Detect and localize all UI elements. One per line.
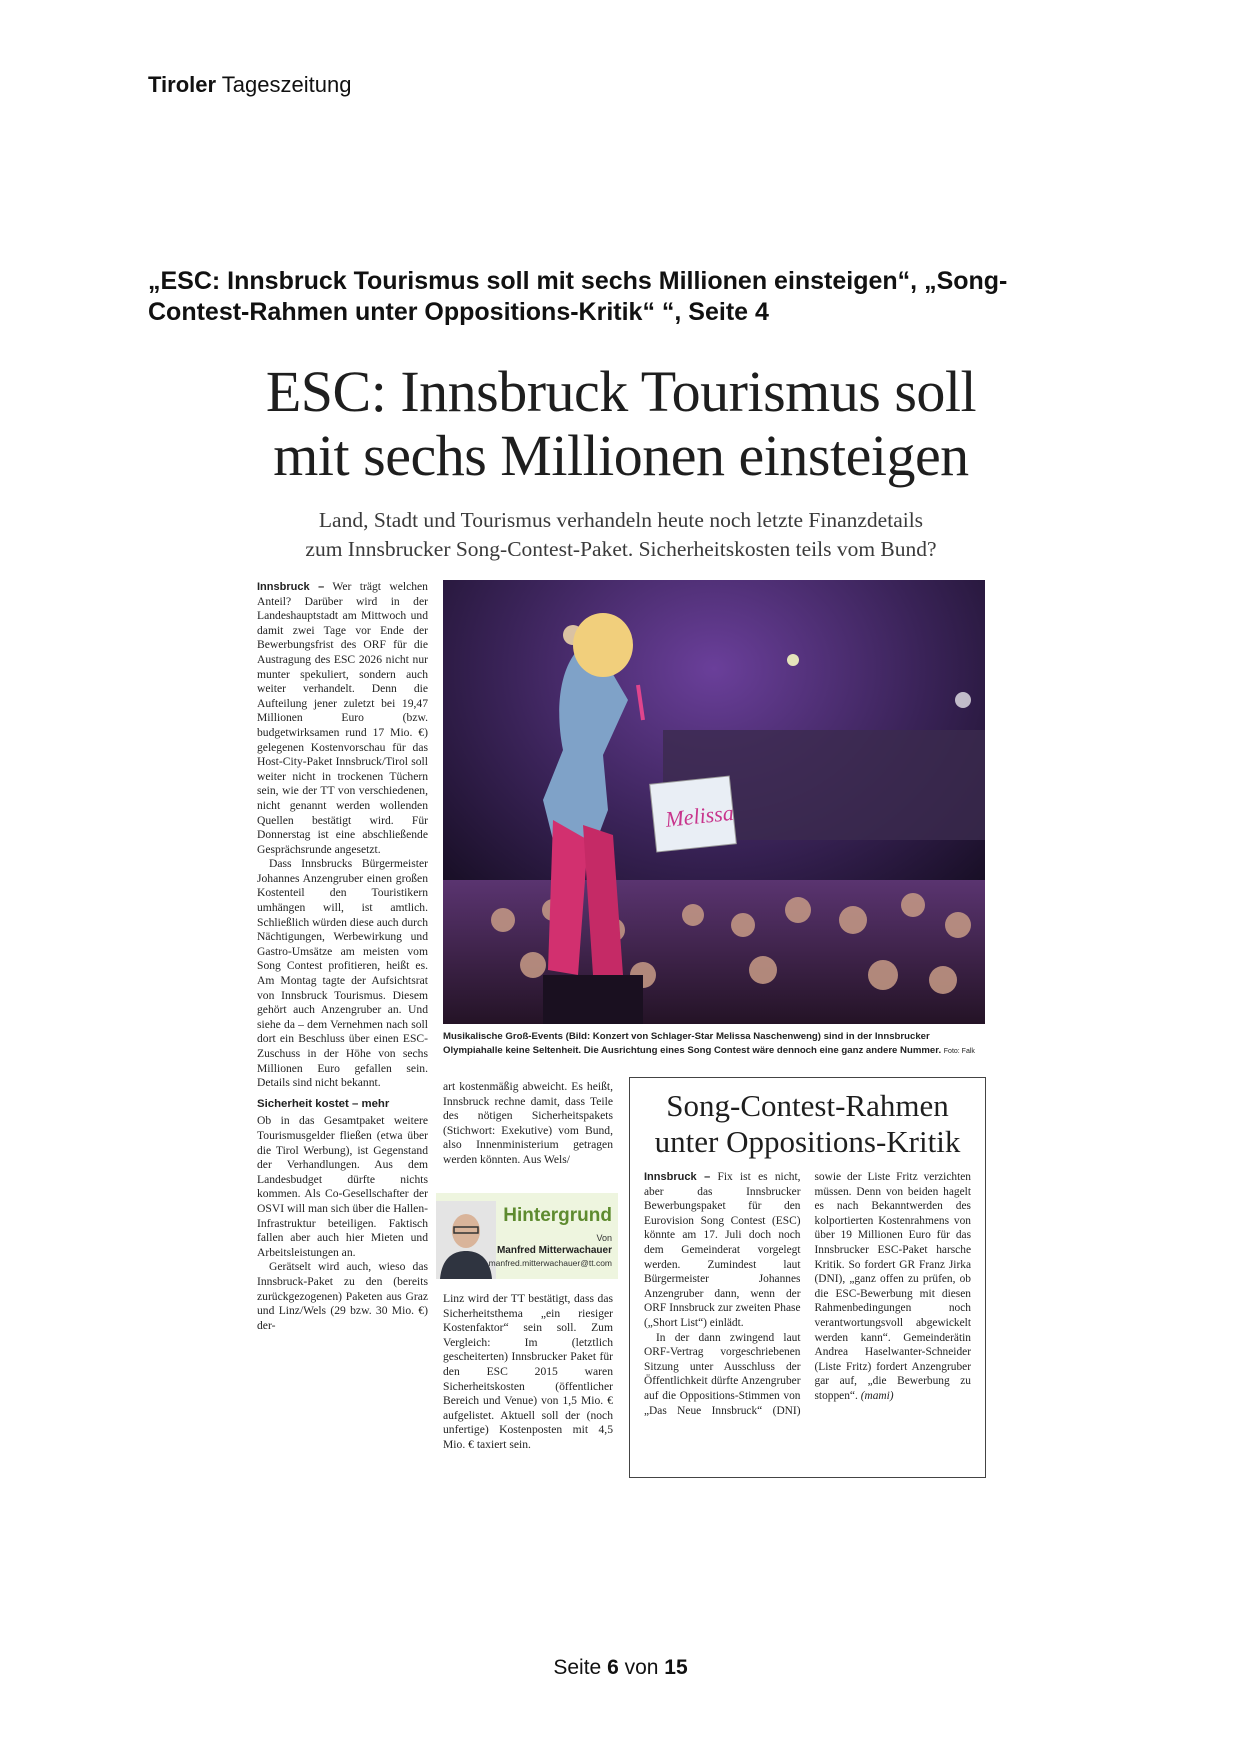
article-subheading: Sicherheit kostet – mehr xyxy=(257,1097,390,1110)
article-p4: Gerätselt wird auch, wieso das Innsbruck-Paket zu den (bereits zurückgezogenen) Paketen aus Graz und Linz/Wels (29 bzw. 30 Mio. €) der- xyxy=(257,1260,428,1332)
article-p1: Wer trägt welchen Anteil? Darüber wird in der Landeshauptstadt am Mittwoch und damit zwei Tage vor Ende der Bewerbungsfrist des ORF für die Austragung des ESC 2026 nicht nur munter spekuliert, sondern auch weiter verhandelt. Denn die Aufteilung jener zuletzt bei 19,47 Millionen Euro (bzw. budgetwirksamen rund 17 Mio. €) gelegenen Kostenvorschau für das Host-City-Paket Innsbruck/Tirol soll weiter nicht in trockenen Tüchern sein, wie der TT von verschiedenen, nicht genannt werden wollenden Quellen bestätigt wird. Für Donnerstag ist eine abschließende Gesprächsrunde angesetzt. xyxy=(257,580,428,856)
newspaper-clipping xyxy=(250,360,992,1488)
sidebar-headline-line-1: Song-Contest-Rahmen xyxy=(666,1088,949,1123)
page-footer xyxy=(0,1656,1241,1680)
article-column-2-top xyxy=(443,1080,613,1168)
article-paragraph xyxy=(257,580,428,857)
article-dateline: Innsbruck – xyxy=(257,581,325,593)
subhead-line-1: Land, Stadt und Tourismus verhandeln heute noch letzte Finanzdetails xyxy=(318,508,924,532)
author-portrait-icon xyxy=(436,1201,496,1279)
concert-photo-image xyxy=(443,580,985,1024)
author-name: Manfred Mitterwachauer xyxy=(496,1245,612,1256)
article-p4-continued: art kostenmäßig abweicht. Es heißt, Innsbruck rechne damit, dass Teile des nötigen Sicherheitspakets (Stichwort: Exekutive) vom Bund, also Innenministerium getragen werden könnten. Aus Wels/ xyxy=(443,1080,613,1166)
photo-caption xyxy=(443,1030,985,1058)
sidebar-p2: In der dann zwingend laut ORF-Vertrag vorgeschriebenen Sitzung unter Ausschluss der Öffentlichkeit dürfte Anzengruber auf die Oppositions-Stimmen von „Das Neue Innsbruck“ (DNI) sowie der Liste Fritz verzichten müssen. Denn von beiden hagelt es nach Bekanntwerden des kolportierten Kostenrahmens von über 19 Millionen Euro für das Innsbrucker ESC-Paket harsche Kritik. So fordert GR Franz Jirka (DNI), „ganz offen zu prüfen, ob die ESC-Bewerbung mit diesen Rahmenbedingungen noch verantwortungsvoll abgewickelt werden kann“. Gemeinderätin Andrea Haselwanter-Schneider (Liste Fritz) fordert Anzengruber gar auf, „die Bewerbung zu stoppen“. xyxy=(644,1171,971,1417)
article-column-1 xyxy=(257,580,428,1333)
document-title: „ESC: Innsbruck Tourismus soll mit sechs Millionen einsteigen“, „Song-Contest-Rahmen unter Oppositions-Kritik“ “, Seite 4 xyxy=(148,267,1008,326)
sidebar-headline xyxy=(630,1088,985,1160)
article-headline xyxy=(250,360,992,488)
sidebar-box xyxy=(629,1077,986,1478)
photo-credit: Foto: Falk xyxy=(943,1047,975,1055)
hintergrund-von: Von xyxy=(596,1233,612,1243)
subhead-line-2: zum Innsbrucker Song-Contest-Paket. Sicherheitskosten teils vom Bund? xyxy=(305,537,937,561)
footer-middle: von xyxy=(624,1656,659,1679)
source-brand-rest: Tageszeitung xyxy=(221,72,352,97)
source-brand xyxy=(148,72,351,98)
author-email: manfred.mitterwachauer@tt.com xyxy=(488,1258,612,1268)
author-photo xyxy=(436,1201,496,1279)
sidebar-headline-line-2: unter Oppositions-Kritik xyxy=(654,1124,961,1159)
headline-line-2: mit sechs Millionen einsteigen xyxy=(273,423,969,488)
source-brand-bold: Tiroler xyxy=(148,72,217,97)
article-p2: Dass Innsbrucks Bürgermeister Johannes Anzengruber einen großen Kostenteil den Touristikern umhängen will, ist amtlich. Schließlich würden diese auch durch Nächtigungen, Werbewirkung und Gastro-Umsätze am meisten vom Song Contest profitieren, heißt es. Am Montag tagte der Aufsichtsrat von Innsbruck Tourismus. Diesem gehört auch Anzengruber an. Und siehe da – dem Vernehmen nach soll dort ein Beschluss über einen ESC-Zuschuss in der Höhe von sechs Millionen Euro gefallen sein. Details sind nicht bekannt. xyxy=(257,857,428,1090)
caption-text: Musikalische Groß-Events (Bild: Konzert von Schlager-Star Melissa Naschenweng) sind in der Innsbrucker Olympiahalle keine Seltenheit. Die Ausrichtung eines Song Contest wäre dennoch eine ganz andere Nummer. xyxy=(443,1031,942,1056)
sidebar-signature: (mami) xyxy=(860,1389,894,1402)
footer-page: 6 xyxy=(607,1656,619,1679)
article-p3: Ob in das Gesamtpaket weitere Tourismusgelder fließen (etwa über die Tirol Werbung), ist Gegenstand der Verhandlungen. Aus dem Landesbudget dürfte nichts kommen. Als Co-Gesellschafter der OSVI will man sich über die Hallen-Infrastruktur beteiligen. Faktisch fallen aber auch hier Mieten und Arbeitsleistungen an. xyxy=(257,1114,428,1259)
hintergrund-title: Hintergrund xyxy=(503,1205,612,1226)
footer-total: 15 xyxy=(664,1656,688,1679)
sidebar-paragraph xyxy=(644,1170,801,1331)
sidebar-text xyxy=(644,1170,971,1418)
sidebar-p1: Fix ist es nicht, aber das Innsbrucker Bewerbungspaket für den Eurovision Song Contest (ESC) könnte am 17. Juli doch noch dem Gemeinderat vorgelegt werden. Zumindest laut Bürgermeister Johannes Anzengruber dann, wenn der ORF Innsbruck zur zweiten Phase („Short List“) einlädt. xyxy=(644,1171,801,1329)
article-subhead xyxy=(250,506,992,564)
hintergrund-box xyxy=(436,1193,618,1279)
article-column-2-bottom xyxy=(443,1292,613,1453)
article-p5: Linz wird der TT bestätigt, dass das Sicherheitsthema „ein riesiger Kostenfaktor“ sein soll. Zum Vergleich: Im (letztlich gescheiterten) Innsbrucker Paket für den ESC 2015 waren Sicherheitskosten (öffentlicher Bereich und Venue) von 1,5 Mio. € aufgelistet. Aktuell soll der (noch unfertige) Kostenposten mit 4,5 Mio. € taxiert sein. xyxy=(443,1292,613,1451)
fan-sign-text: Melissa xyxy=(664,799,735,832)
sidebar-dateline: Innsbruck – xyxy=(644,1171,711,1183)
footer-prefix: Seite xyxy=(553,1656,602,1679)
concert-photo xyxy=(443,580,985,1024)
headline-line-1: ESC: Innsbruck Tourismus soll xyxy=(265,359,977,424)
